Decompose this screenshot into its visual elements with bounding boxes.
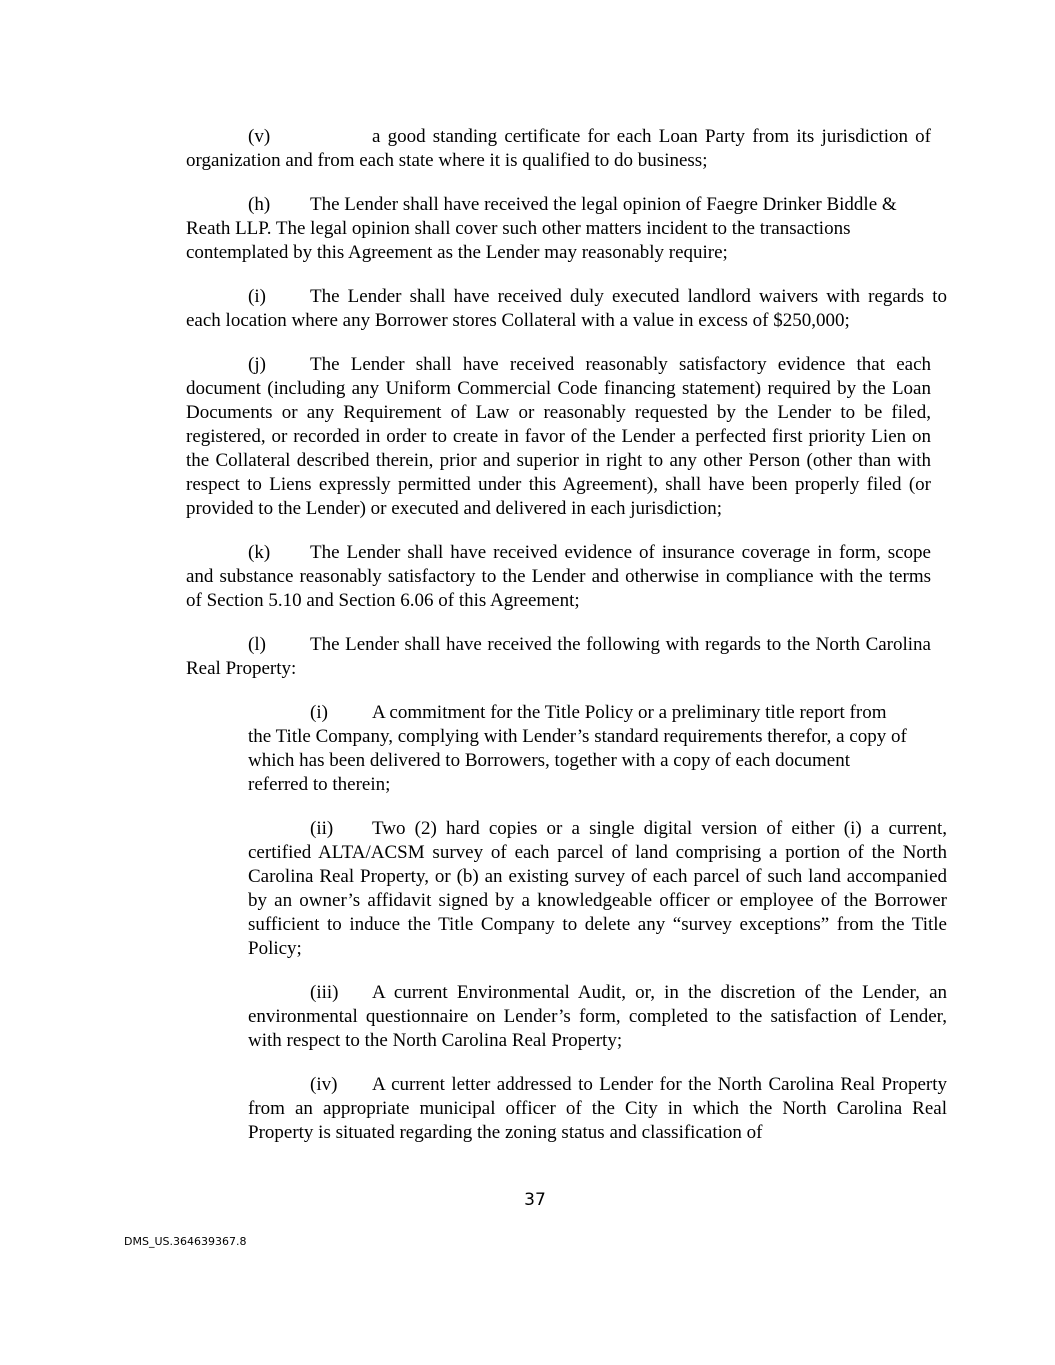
paragraph-text: The Lender shall have received duly executed landlord waivers with regards to each location where any Borrower stores Collateral with a value in excess of $250,000; [186, 286, 947, 331]
paragraph-text: The Lender shall have received the legal opinion of Faegre Drinker Biddle & Reath LLP. The legal opinion shall cover such other matters incident to the transactions contemplated by this Agreement as the Lender may reasonably require; [186, 194, 897, 263]
paragraph-text: The Lender shall have received the following with regards to the North Carolina Real Property: [186, 634, 931, 679]
paragraph-k [186, 541, 931, 613]
subparagraph-text: A commitment for the Title Policy or a preliminary title report from the Title Company, complying with Lender’s standard requirements therefor, a copy of which has been delivered to Borrowers, together with a copy of each document referred to therein; [248, 702, 907, 795]
document-id-footer: DMS_US.364639367.8 [124, 1235, 247, 1248]
subparagraph-text: Two (2) hard copies or a single digital version of either (i) a current, certified ALTA/ACSM survey of each parcel of land comprising a portion of the North Carolina Real Property, or (b) an existing survey of each parcel of such land accompanied by an owner’s affidavit signed by a knowledgeable officer or employee of the Borrower sufficient to induce the Title Company to delete any “survey exceptions” from the Title Policy; [248, 818, 947, 959]
paragraph-label: (l) [248, 634, 266, 655]
page-number: 37 [524, 1190, 546, 1210]
paragraph-l [186, 633, 931, 681]
paragraph-label: (j) [248, 354, 266, 375]
subparagraph-i [248, 701, 908, 797]
subparagraph-text: A current Environmental Audit, or, in the discretion of the Lender, an environmental questionnaire on Lender’s form, completed to the satisfaction of Lender, with respect to the North Carolina Real Property; [248, 982, 947, 1051]
paragraph-i [186, 285, 947, 333]
document-body [186, 125, 947, 1165]
paragraph-label: (i) [248, 286, 266, 307]
paragraph-label: (v) [248, 126, 271, 147]
subparagraph-label: (iv) [310, 1074, 338, 1095]
subparagraph-text: A current letter addressed to Lender for the North Carolina Real Property from an appropriate municipal officer of the City in which the North Carolina Real Property is situated regarding the zoning status and classification of [248, 1074, 947, 1143]
subparagraph-iv [248, 1073, 947, 1145]
paragraph-text: The Lender shall have received reasonably satisfactory evidence that each document (including any Uniform Commercial Code financing statement) required by the Loan Documents or any Requirement of Law or reasonably requested by the Lender to be filed, registered, or recorded in order to create in favor of the Lender a perfected first priority Lien on the Collateral described therein, prior and superior in right to any other Person (other than with respect to Liens expressly permitted under this Agreement), shall have been properly filed (or provided to the Lender) or executed and delivered in each jurisdiction; [186, 354, 931, 519]
paragraph-v [186, 125, 931, 173]
paragraph-j [186, 353, 931, 521]
paragraph-label: (k) [248, 542, 271, 563]
subparagraph-label: (i) [310, 702, 328, 723]
paragraph-h [186, 193, 931, 265]
subparagraph-label: (iii) [310, 982, 339, 1003]
paragraph-text: The Lender shall have received evidence of insurance coverage in form, scope and substance reasonably satisfactory to the Lender and otherwise in compliance with the terms of Section 5.10 and Section 6.06 of this Agreement; [186, 542, 931, 611]
subparagraph-iii [248, 981, 947, 1053]
subparagraph-label: (ii) [310, 818, 334, 839]
subparagraph-ii [248, 817, 947, 961]
paragraph-label: (h) [248, 194, 271, 215]
paragraph-text: a good standing certificate for each Loan Party from its jurisdiction of organization and from each state where it is qualified to do business; [186, 126, 931, 171]
